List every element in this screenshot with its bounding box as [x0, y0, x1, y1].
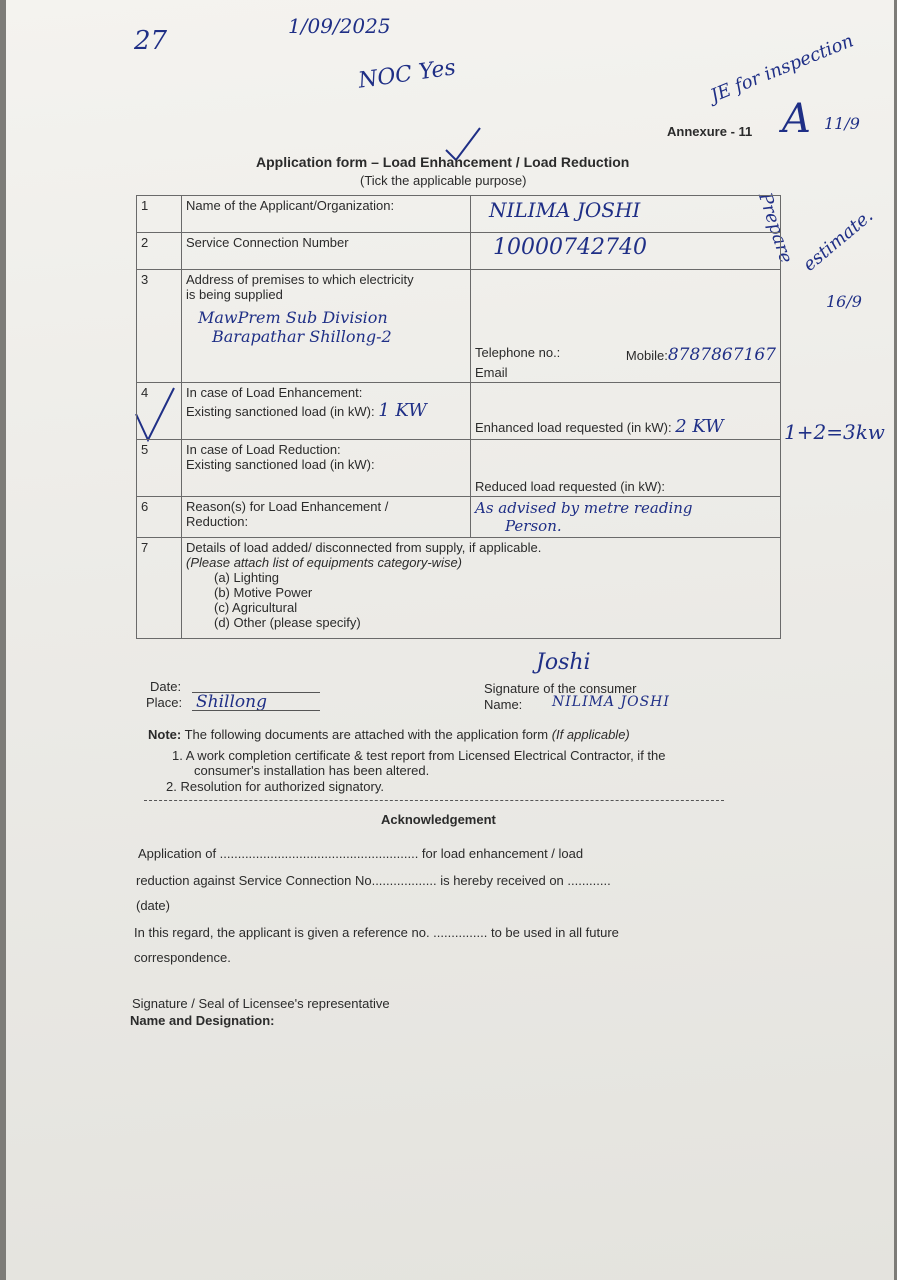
list-item: (c) Agricultural [214, 600, 298, 615]
ack-signature-label: Signature / Seal of Licensee's representative [132, 996, 390, 1011]
row-label [182, 270, 471, 383]
details-label-2: (Please attach list of equipments category-wise) [186, 555, 463, 570]
enhancement-heading: In case of Load Enhancement: [186, 385, 363, 400]
address-line-2: Barapathar Shillong-2 [212, 327, 392, 346]
row-label: Name of the Applicant/Organization: [182, 196, 471, 233]
list-item: (d) Other (please specify) [214, 615, 361, 630]
phone-row [475, 345, 776, 365]
service-no-value: 10000742740 [493, 235, 647, 260]
ack-line-5: correspondence. [134, 950, 231, 965]
hw-je-initial: A [782, 96, 811, 142]
row-label [182, 440, 471, 497]
mobile-value: 8787867167 [667, 345, 776, 365]
ack-line-3: (date) [136, 898, 170, 913]
row-number: 3 [137, 270, 182, 383]
list-item: (b) Motive Power [214, 585, 313, 600]
enhanced-load-value: 2 KW [675, 416, 724, 437]
name-label: Name: [484, 697, 523, 712]
row-value [471, 196, 781, 233]
email-label: Email [475, 365, 508, 380]
details-label-1: Details of load added/ disconnected from supply, if applicable. [186, 540, 542, 555]
ack-line-4: In this regard, the applicant is given a reference no. ............... to be used in all future [134, 925, 619, 940]
row-number: 1 [137, 196, 182, 233]
table-row [137, 196, 781, 233]
enhanced-load-label: Enhanced load requested (in kW): [475, 420, 672, 435]
row-number: 4 [137, 383, 182, 440]
address-label-1: Address of premises to which electricity [186, 272, 414, 287]
ack-name-label: Name and Designation: [130, 1013, 275, 1028]
table-row [137, 270, 781, 383]
place-label: Place: [146, 695, 183, 710]
application-table [136, 195, 781, 639]
hw-je-note: JE for inspection [707, 30, 857, 107]
hw-prepare-2: estimate. [799, 205, 878, 276]
ack-title: Acknowledgement [381, 812, 496, 827]
row-number: 7 [137, 538, 182, 639]
date-label: Date: [150, 679, 182, 694]
reduction-heading: In case of Load Reduction: [186, 442, 341, 457]
consumer-name-value: NILIMA JOSHI [552, 694, 670, 710]
reason-label-2: Reduction: [186, 514, 249, 529]
row-number: 5 [137, 440, 182, 497]
note-line [148, 727, 630, 742]
row-value [471, 233, 781, 270]
telephone-label: Telephone no.: [475, 345, 561, 360]
applicant-name-value: NILIMA JOSHI [489, 198, 641, 222]
place-line [192, 710, 320, 711]
form-subtitle: (Tick the applicable purpose) [360, 173, 527, 188]
table-row [137, 497, 781, 538]
address-line-1: MawPrem Sub Division [198, 308, 388, 327]
hw-margin-calc: 1+2=3kw [784, 420, 885, 444]
hw-je-date: 11/9 [824, 114, 860, 133]
row-label [182, 538, 781, 639]
reason-line-1: As advised by metre reading [475, 499, 693, 517]
table-row [137, 233, 781, 270]
hw-top-date: 1/09/2025 [288, 14, 391, 38]
table-row [137, 440, 781, 497]
signature-label: Signature of the consumer [484, 681, 637, 696]
ack-line-1: Application of ....................................................... for load enhancement / load [138, 846, 584, 861]
note-heading: Note: [148, 727, 182, 742]
divider [144, 800, 724, 801]
existing-load-label: Existing sanctioned load (in kW): [186, 404, 375, 419]
table-row [137, 538, 781, 639]
note-item-1a: 1. A work completion certificate & test report from Licensed Electrical Contractor, if the [172, 748, 666, 763]
row-value [471, 497, 781, 538]
hw-prepare-date: 16/9 [826, 292, 862, 311]
hw-top-number: 27 [134, 26, 168, 56]
reduced-load-label: Reduced load requested (in kW): [471, 440, 781, 497]
note-item-2: 2. Resolution for authorized signatory. [166, 779, 384, 794]
consumer-signature: Joshi [536, 650, 591, 675]
note-italic: (If applicable) [551, 727, 630, 742]
place-value: Shillong [196, 692, 267, 712]
row-number: 6 [137, 497, 182, 538]
row-number: 2 [137, 233, 182, 270]
table-row [137, 383, 781, 440]
note-item-1b: consumer's installation has been altered. [194, 763, 430, 778]
note-text: The following documents are attached with the application form [184, 727, 549, 742]
address-label-2: is being supplied [186, 287, 283, 302]
row-label: Service Connection Number [182, 233, 471, 270]
form-title: Application form – Load Enhancement / Load Reduction [256, 154, 630, 170]
row-label [182, 497, 471, 538]
annexure-label: Annexure - 11 [667, 124, 753, 139]
hw-noc: NOC Yes [356, 55, 458, 94]
reason-label-1: Reason(s) for Load Enhancement / [186, 499, 389, 514]
existing-load-label: Existing sanctioned load (in kW): [186, 457, 375, 472]
mobile-label: Mobile: [625, 348, 668, 363]
hw-prepare-1: Prepare [754, 190, 797, 266]
ack-line-2: reduction against Service Connection No.................. is hereby received on ............ [136, 873, 611, 888]
form-sheet [6, 0, 894, 1280]
row-label [182, 383, 471, 440]
reason-line-2: Person. [505, 517, 562, 535]
row-value [471, 270, 781, 383]
list-item: (a) Lighting [214, 570, 280, 585]
row-value [471, 383, 781, 440]
existing-load-value: 1 KW [378, 400, 427, 421]
